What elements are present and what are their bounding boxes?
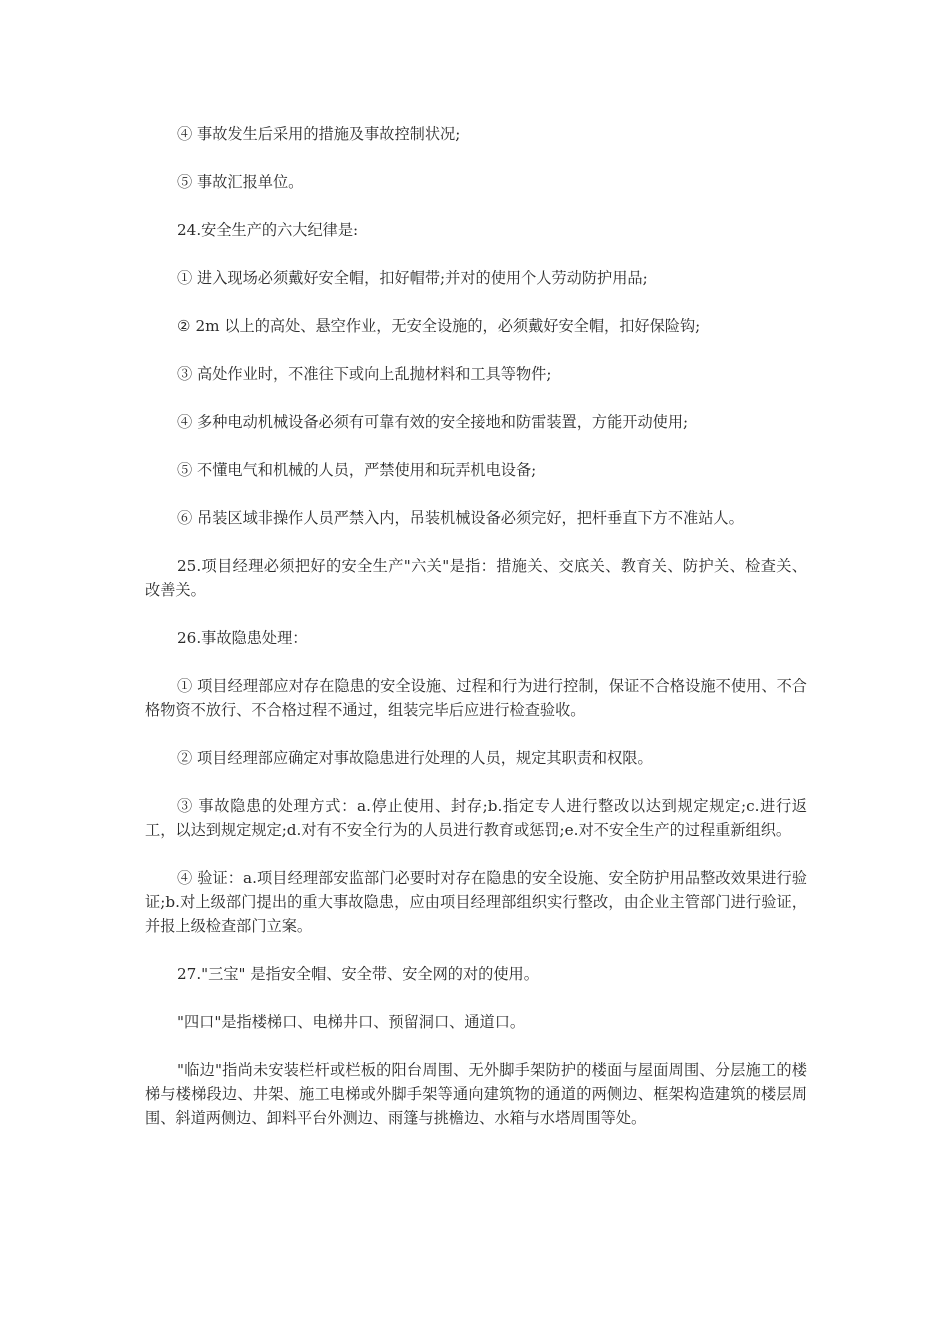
paragraph-accident-measures: ④ 事故发生后采用的措施及事故控制状况; [177,125,461,143]
heading-item-26: 26.事故隐患处理： [177,629,308,647]
paragraph-item-27: 27."三宝" 是指安全帽、安全带、安全网的对的使用。 [177,965,539,983]
paragraph-rule-6: ⑥ 吊装区域非操作人员严禁入内，吊装机械设备必须完好，把杆垂直下方不准站人。 [177,509,744,527]
paragraph-hazard-1: ① 项目经理部应对存在隐患的安全设施、过程和行为进行控制，保证不合格设施不使用、不合格物资不放行、不合格过程不通过，组装完毕后应进行检查验收。 [145,677,807,719]
paragraph-hazard-3: ③ 事故隐患的处理方式：a.停止使用、封存;b.指定专人进行整改以达到规定规定;c.进行返工，以达到规定规定;d.对有不安全行为的人员进行教育或惩罚;e.对不安全生产的过程重新组织。 [145,797,807,839]
paragraph-edges: "临边"指尚未安装栏杆或栏板的阳台周围、无外脚手架防护的楼面与屋面周围、分层施工的楼梯与楼梯段边、井架、施工电梯或外脚手架等通向建筑物的通道的两侧边、框架构造建筑的楼层周围、斜道两侧边、卸料平台外测边、雨篷与挑檐边、水箱与水塔周围等处。 [145,1061,807,1127]
paragraph-report-unit: ⑤ 事故汇报单位。 [177,173,304,191]
paragraph-rule-4: ④ 多种电动机械设备必须有可靠有效的安全接地和防雷装置，方能开动使用; [177,413,689,431]
paragraph-item-25: 25.项目经理必须把好的安全生产"六关"是指：措施关、交底关、教育关、防护关、检查关、改善关。 [145,557,807,599]
paragraph-rule-3: ③ 高处作业时，不准往下或向上乱抛材料和工具等物件; [177,365,552,383]
paragraph-hazard-2: ② 项目经理部应确定对事故隐患进行处理的人员，规定其职责和权限。 [177,749,653,767]
paragraph-rule-2: ② 2m 以上的高处、悬空作业，无安全设施的，必须戴好安全帽，扣好保险钩; [177,317,701,335]
paragraph-rule-1: ① 进入现场必须戴好安全帽，扣好帽带;并对的使用个人劳动防护用品; [177,269,648,287]
paragraph-hazard-4: ④ 验证：a.项目经理部安监部门必要时对存在隐患的安全设施、安全防护用品整改效果进行验证;b.对上级部门提出的重大事故隐患，应由项目经理部组织实行整改，由企业主管部门进行验证，并报上级检查部门立案。 [145,869,807,935]
paragraph-four-openings: "四口"是指楼梯口、电梯井口、预留洞口、通道口。 [177,1013,526,1031]
paragraph-rule-5: ⑤ 不懂电气和机械的人员，严禁使用和玩弄机电设备; [177,461,537,479]
heading-item-24: 24.安全生产的六大纪律是: [177,221,359,239]
document-body [145,122,807,1130]
